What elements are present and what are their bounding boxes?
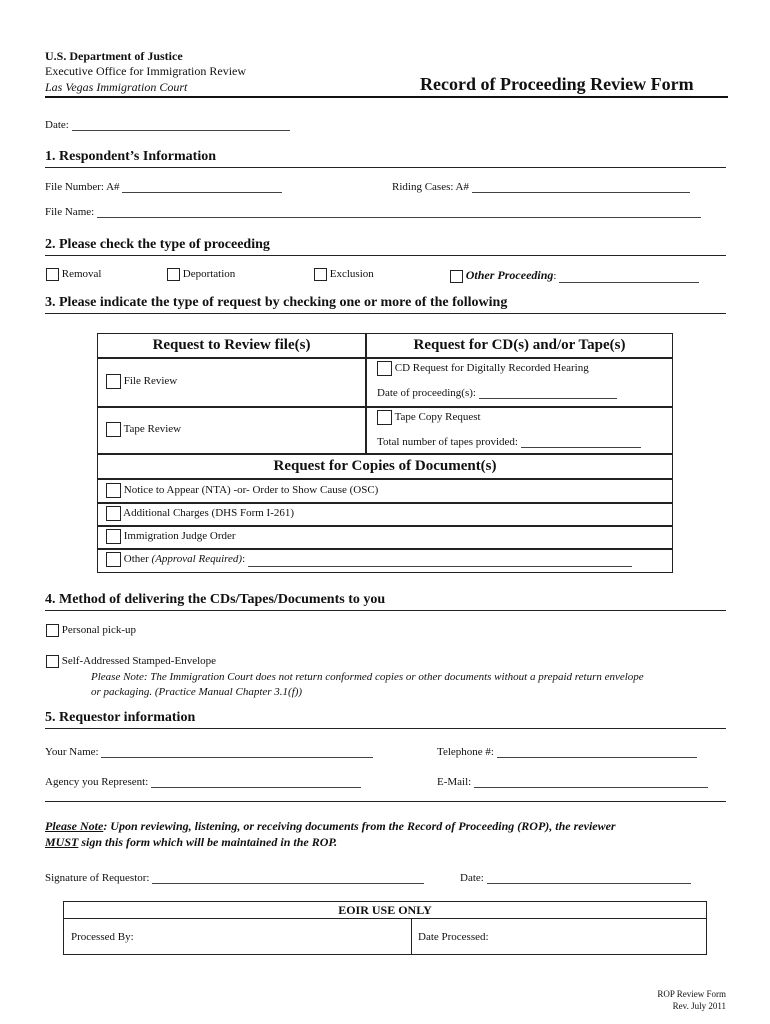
- doc-other-colon: :: [242, 553, 246, 566]
- reviewer-notice: [45, 818, 735, 850]
- footer-revision: Rev. July 2011: [672, 1001, 726, 1011]
- email-label: E-Mail:: [437, 776, 472, 788]
- doc-other-note: (Approval Required): [151, 553, 243, 566]
- doc-charges-label: Additional Charges (DHS Form I-261): [123, 507, 295, 520]
- signature-date-label: Date:: [460, 872, 484, 884]
- section3-title: 3. Please indicate the type of request by checking one or more of the following: [45, 295, 508, 310]
- section5-title: 5. Requestor information: [45, 710, 196, 725]
- deportation-label: Deportation: [182, 268, 236, 281]
- section3-rule: [45, 313, 726, 314]
- doc-nta-label: Notice to Appear (NTA) -or- Order to Show Cause (OSC): [123, 484, 379, 497]
- agency-field[interactable]: [151, 775, 361, 788]
- section2-title: 2. Please check the type of proceeding: [45, 237, 270, 252]
- file-number-label: File Number: A#: [45, 181, 120, 193]
- telephone-label: Telephone #:: [437, 746, 494, 758]
- notice-text1: : Upon reviewing, listening, or receiving documents from the Record of Proceeding (ROP), the reviewer: [103, 819, 616, 833]
- file-review-option[interactable]: [106, 374, 177, 389]
- other-proceeding-field[interactable]: [559, 270, 699, 283]
- section5-bottom-rule: [45, 801, 726, 802]
- exclusion-checkbox[interactable]: [314, 268, 327, 281]
- doc-nta-option[interactable]: [106, 483, 378, 498]
- tape-review-label: Tape Review: [123, 423, 182, 436]
- file-name-row: [45, 205, 701, 218]
- telephone-row: [437, 745, 697, 758]
- doc-ij-option[interactable]: [106, 529, 236, 544]
- doc-ij-checkbox[interactable]: [106, 529, 121, 544]
- signature-date-row: [460, 871, 691, 884]
- eoir-header-rule: [63, 918, 707, 919]
- doc-other-label: Other: [123, 553, 149, 566]
- other-proceeding-colon: :: [553, 270, 557, 282]
- cd-header: Request for CD(s) and/or Tape(s): [413, 337, 626, 353]
- doc-charges-checkbox[interactable]: [106, 506, 121, 521]
- date-row: [45, 118, 290, 131]
- header-rule: [45, 96, 728, 98]
- doc-charges-option[interactable]: [106, 506, 294, 521]
- proceeding-deportation[interactable]: [167, 268, 235, 281]
- date-label: Date:: [45, 119, 69, 131]
- sase-note-line2: or packaging. (Practice Manual Chapter 3.1(f)): [91, 686, 303, 698]
- sase-checkbox[interactable]: [46, 655, 59, 668]
- date-field[interactable]: [72, 118, 290, 131]
- section1-title: 1. Respondent’s Information: [45, 149, 216, 164]
- signature-date-field[interactable]: [487, 871, 691, 884]
- file-number-row: [45, 180, 282, 193]
- footer-form-name: ROP Review Form: [657, 989, 726, 999]
- sase-option[interactable]: [46, 655, 216, 668]
- review-header: Request to Review file(s): [152, 337, 311, 353]
- tape-review-checkbox[interactable]: [106, 422, 121, 437]
- email-field[interactable]: [474, 775, 708, 788]
- doc-other-checkbox[interactable]: [106, 552, 121, 567]
- proceeding-exclusion[interactable]: [314, 268, 374, 281]
- pickup-checkbox[interactable]: [46, 624, 59, 637]
- file-name-field[interactable]: [97, 205, 701, 218]
- proceeding-removal[interactable]: [46, 268, 101, 281]
- cd-request-checkbox[interactable]: [377, 361, 392, 376]
- court-name: Las Vegas Immigration Court: [45, 80, 188, 94]
- notice-text2: sign this form which will be maintained in the ROP.: [78, 835, 338, 849]
- email-row: [437, 775, 708, 788]
- form-title: Record of Proceeding Review Form: [420, 74, 694, 94]
- removal-checkbox[interactable]: [46, 268, 59, 281]
- sase-label: Self-Addressed Stamped-Envelope: [61, 655, 217, 668]
- cd-request-label: CD Request for Digitally Recorded Hearing: [394, 362, 589, 375]
- telephone-field[interactable]: [497, 745, 697, 758]
- section2-rule: [45, 255, 726, 256]
- other-proceeding-label: Other Proceeding: [465, 268, 554, 282]
- agency-label: Agency you Represent:: [45, 776, 149, 788]
- processed-by-label: Processed By:: [71, 931, 134, 943]
- date-of-proceedings-field[interactable]: [479, 386, 617, 399]
- your-name-row: [45, 745, 373, 758]
- total-tapes-field[interactable]: [521, 435, 641, 448]
- notice-must: MUST: [45, 835, 79, 849]
- tape-review-option[interactable]: [106, 422, 181, 437]
- section1-rule: [45, 167, 726, 168]
- cd-request-option[interactable]: [377, 361, 589, 376]
- signature-label: Signature of Requestor:: [45, 872, 150, 884]
- other-proceeding-checkbox[interactable]: [450, 270, 463, 283]
- deportation-checkbox[interactable]: [167, 268, 180, 281]
- date-processed-label: Date Processed:: [418, 931, 489, 943]
- pickup-option[interactable]: [46, 624, 136, 637]
- footer: [600, 988, 726, 1012]
- exclusion-label: Exclusion: [329, 268, 374, 281]
- doc-ij-label: Immigration Judge Order: [123, 530, 236, 543]
- date-of-proceedings-row: [377, 386, 617, 399]
- tape-copy-label: Tape Copy Request: [394, 411, 481, 424]
- copies-header: Request for Copies of Document(s): [273, 458, 497, 474]
- file-review-checkbox[interactable]: [106, 374, 121, 389]
- file-name-label: File Name:: [45, 206, 95, 218]
- proceeding-other[interactable]: [450, 268, 699, 283]
- tape-copy-option[interactable]: [377, 410, 481, 425]
- notice-label: Please Note: [45, 819, 104, 833]
- file-review-label: File Review: [123, 375, 178, 388]
- your-name-label: Your Name:: [45, 746, 99, 758]
- riding-cases-row: [392, 180, 690, 193]
- eoir-title: EOIR USE ONLY: [338, 903, 432, 917]
- agency-name: U.S. Department of Justice: [45, 49, 183, 63]
- eoir-divider: [411, 918, 412, 955]
- section4-title: 4. Method of delivering the CDs/Tapes/Documents to you: [45, 592, 386, 607]
- file-number-field[interactable]: [122, 180, 282, 193]
- date-of-proceedings-label: Date of proceeding(s):: [377, 387, 476, 399]
- doc-other-option[interactable]: [106, 552, 632, 567]
- office-name: Executive Office for Immigration Review: [45, 64, 247, 78]
- sase-note-line1: Please Note: The Immigration Court does not return conformed copies or other documents without a prepaid return envelope: [91, 671, 644, 683]
- signature-field[interactable]: [152, 871, 424, 884]
- doc-nta-checkbox[interactable]: [106, 483, 121, 498]
- your-name-field[interactable]: [101, 745, 373, 758]
- signature-row: [45, 871, 424, 884]
- pickup-label: Personal pick-up: [61, 624, 136, 637]
- section4-rule: [45, 610, 726, 611]
- section5-rule: [45, 728, 726, 729]
- agency-row: [45, 775, 361, 788]
- tape-copy-checkbox[interactable]: [377, 410, 392, 425]
- total-tapes-label: Total number of tapes provided:: [377, 436, 518, 448]
- total-tapes-row: [377, 435, 641, 448]
- riding-cases-field[interactable]: [472, 180, 690, 193]
- doc-other-field[interactable]: [248, 554, 632, 567]
- riding-cases-label: Riding Cases: A#: [392, 181, 470, 193]
- removal-label: Removal: [61, 268, 102, 281]
